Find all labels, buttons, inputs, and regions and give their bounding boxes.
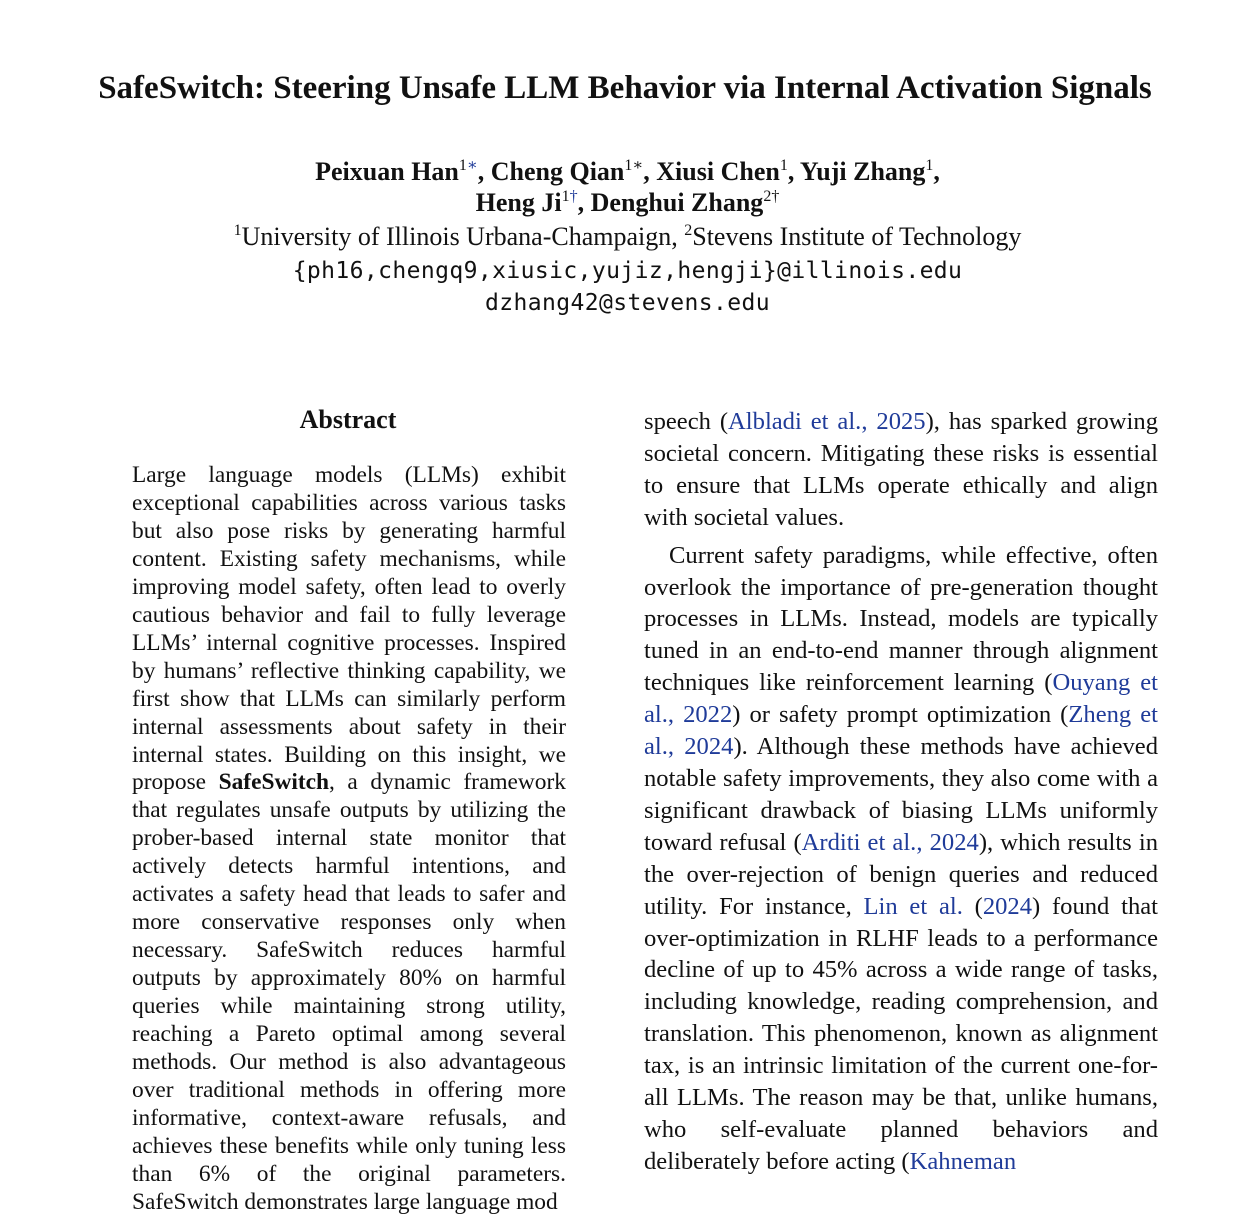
body-paragraph [644, 540, 1158, 1178]
author-name: Xiusi Chen [656, 157, 780, 186]
author-line-2 [0, 187, 1255, 219]
author-affil-sup: 1 [925, 157, 934, 174]
introduction-column [644, 406, 1158, 1178]
citation-link[interactable]: Kahneman [909, 1147, 1017, 1175]
affil-sup: 1 [233, 222, 242, 239]
affiliation-text: Stevens Institute of Technology [692, 222, 1022, 251]
abstract-text-part: , a dynamic framework that regulates unsafe outputs by utilizing the prober-based internal state monitor that actively detects harmful intentions, and activates a safety head that leads to safer and more conservative responses only when necessary. SafeSwitch reduces harmful outputs by approximately 80% on harmful queries while maintaining strong utility, reaching a Pareto optimal among several methods. Our method is also advantageous over traditional methods in offering more informative, context-aware refusals, and achieves these benefits while only tuning less than 6% of the original parameters. SafeSwitch demonstrates large language mod [132, 769, 566, 1215]
citation-link[interactable]: Arditi et al., 2024 [801, 828, 979, 856]
paper-title: SafeSwitch: Steering Unsafe LLM Behavior via Internal Activation Signals [98, 70, 1152, 106]
author-separator: , [477, 157, 491, 186]
affiliation-text: University of Illinois Urbana-Champaign, [241, 222, 685, 251]
body-paragraph [644, 406, 1158, 534]
author-affil-sup: 1∗ [624, 157, 644, 174]
author-separator: , [933, 157, 940, 186]
abstract-text-part: Large language models (LLMs) exhibit exceptional capabilities across various tasks but also pose risks by generating harmful content. Existing safety mechanisms, while improving model safety, often lead to overly cautious behavior and fail to fully leverage LLMs’ internal cognitive processes. Inspired by humans’ reflective thinking capability, we first show that LLMs can similarly perform internal assessments about safety in their internal states. Building on this insight, we propose [132, 462, 566, 796]
method-name: SafeSwitch [218, 769, 330, 796]
citation-link[interactable]: Albladi et al., 2025 [728, 408, 926, 435]
author-name: Heng Ji [475, 188, 562, 217]
author-affil-sup: 2† [763, 188, 780, 205]
footnote-link[interactable]: † [569, 188, 578, 205]
author-affil-sup: 1 [779, 157, 788, 174]
citation-link[interactable]: Ouyang et al., 2022 [644, 669, 1158, 729]
citation-link[interactable]: Lin et al. [863, 892, 963, 920]
body-text: ( [962, 892, 983, 920]
abstract-text [132, 462, 566, 1217]
author-name: Cheng Qian [490, 157, 625, 186]
author-separator: , [643, 157, 657, 186]
email-line-1: {ph16,chengq9,xiusic,yujiz,hengji}@illinois.edu [292, 258, 963, 284]
body-text: speech ( [644, 408, 729, 435]
citation-link[interactable]: 2024 [982, 892, 1033, 920]
footnote-link[interactable]: ∗ [466, 157, 478, 174]
author-separator: , [787, 157, 800, 186]
body-text: ) found that over-optimization in RLHF leads to a performance decline of up to 45% across a wide range of tasks, including knowledge, reading comprehension, and translation. This phenomenon, known as alignment tax, is an intrinsic limitation of the current one-for-all LLMs. The reason may be that, unlike humans, who self-evaluate planned behaviors and deliberately before acting ( [644, 892, 1158, 1175]
citation-link[interactable]: Zheng et al., 2024 [644, 701, 1158, 761]
body-text: ). Although these methods have achieved notable safety improvements, they also come with a significant drawback of biasing LLMs uniformly toward refusal ( [644, 733, 1158, 856]
body-text: ) or safety prompt optimization ( [732, 701, 1069, 729]
author-affil-sup: 1 [561, 188, 570, 205]
affiliations [0, 221, 1255, 253]
author-name: Yuji Zhang [799, 157, 926, 186]
body-text: Current safety paradigms, while effective, often overlook the importance of pre-generation thought processes in LLMs. Instead, models are typically tuned in an end-to-end manner through alignment techniques like reinforcement learning ( [644, 541, 1158, 697]
author-affil-sup: 1 [458, 157, 467, 174]
abstract-heading: Abstract [299, 405, 397, 434]
author-name: Denghui Zhang [590, 188, 764, 217]
body-text: ), has sparked growing societal concern. Mitigating these risks is essential to ensure that LLMs operate ethically and align with societal values. [644, 408, 1158, 531]
author-name: Peixuan Han [315, 157, 459, 186]
affil-sup: 2 [684, 222, 693, 239]
body-text: ), which results in the over-rejection of benign queries and reduced utility. For instance, [644, 828, 1158, 920]
author-line-1 [0, 156, 1255, 188]
author-separator: , [577, 188, 591, 217]
email-line-2: dzhang42@stevens.edu [485, 290, 770, 316]
